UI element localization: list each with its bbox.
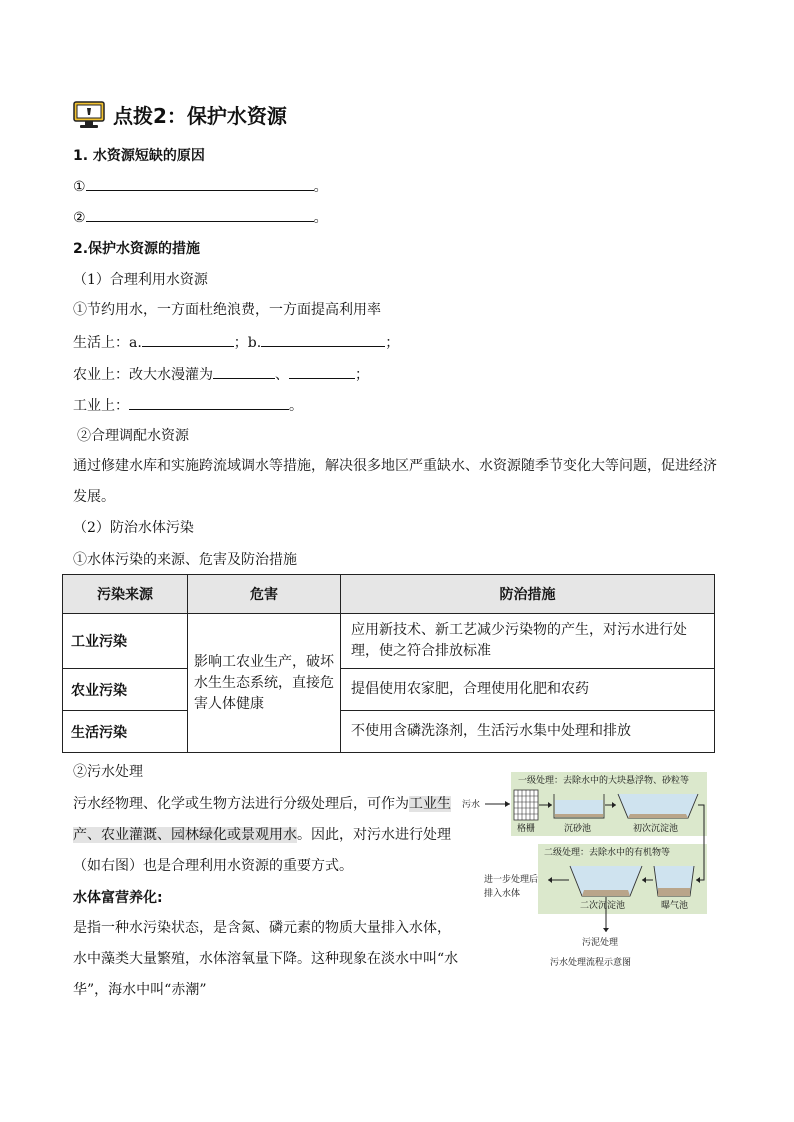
table-row <box>63 669 715 711</box>
primary-sedimentation-icon <box>618 794 698 818</box>
reason-2: ② 。 <box>73 207 328 228</box>
measure-cell: 应用新技术、新工艺减少污染物的产生，对污水进行处理，使之符合排放标准 <box>341 614 715 669</box>
secondary-sedimentation-icon <box>570 866 642 896</box>
source-cell: 工业污染 <box>63 614 188 669</box>
header-harm: 危害 <box>188 575 341 614</box>
table-row <box>63 614 715 669</box>
grille-label: 格栅 <box>517 824 536 834</box>
primary-label: 一级处理：去除水中的大块悬浮物、砂粒等 <box>518 776 690 786</box>
measure-cell: 不使用含磷洗涤剂，生活污水集中处理和排放 <box>341 711 715 753</box>
sewage-line-3: （如右图）也是合理利用水资源的重要方式。 <box>73 858 353 874</box>
source-cell: 生活污染 <box>63 711 188 753</box>
allocate-water-text-2: 发展。 <box>73 489 115 505</box>
eutrophication-title: 水体富营养化: <box>73 890 163 906</box>
reason-1: ① 。 <box>73 176 328 197</box>
secondary-sedimentation-label: 二次沉淀池 <box>580 901 626 911</box>
eutrophication-line-3: 华”，海水中叫“赤潮” <box>73 982 207 998</box>
aeration-tank-label: 曝气池 <box>661 901 689 911</box>
eutrophication-line-2: 水中藻类大量繁殖，水体溶氧量下降。这种现象在淡水中叫“水 <box>73 951 459 967</box>
header-measures: 防治措施 <box>341 575 715 614</box>
secondary-label: 二级处理：去除水中的有机物等 <box>544 848 671 858</box>
harm-cell: 影响工农业生产，破坏水生生态系统，直接危害人体健康 <box>188 614 341 753</box>
sewage-line-1: 污水经物理、化学或生物方法进行分级处理后，可作为工业生 <box>73 796 451 812</box>
header-source: 污染来源 <box>63 575 188 614</box>
grille-icon <box>514 790 538 820</box>
life-line: 生活上：a. ；b. ； <box>73 332 399 353</box>
subsection-2: （2）防治水体污染 <box>73 520 194 536</box>
further-treatment-label-2: 排入水体 <box>484 889 521 899</box>
section-1-title: 1. 水资源短缺的原因 <box>73 148 205 164</box>
computer-monitor-icon <box>73 101 105 129</box>
pollution-table <box>62 574 715 753</box>
sewage-line-2: 产、农业灌溉、园林绿化或景观用水。因此，对污水进行处理 <box>73 827 451 843</box>
allocate-water-title: ②合理调配水资源 <box>77 428 189 444</box>
save-water-text: ①节约用水，一方面杜绝浪费，一方面提高利用率 <box>73 302 381 318</box>
industry-line: 工业上： 。 <box>73 395 303 416</box>
agri-line: 农业上：改大水漫灌为 、 ； <box>73 364 369 385</box>
diagram-caption: 污水处理流程示意图 <box>550 958 632 968</box>
measure-cell: 提倡使用农家肥，合理使用化肥和农药 <box>341 669 715 711</box>
pollution-table-caption: ①水体污染的来源、危害及防治措施 <box>73 552 297 568</box>
sewage-title: ②污水处理 <box>73 764 143 780</box>
sewage-in-label: 污水 <box>462 800 481 810</box>
further-treatment-label-1: 进一步处理后 <box>484 875 539 885</box>
eutrophication-line-1: 是指一种水污染状态，是含氮、磷元素的物质大量排入水体， <box>73 920 451 936</box>
allocate-water-text-1: 通过修建水库和实施跨流域调水等措施，解决很多地区严重缺水、水资源随季节变化大等问题，促进经济 <box>73 458 717 474</box>
sludge-label: 污泥处理 <box>582 938 619 948</box>
source-cell: 农业污染 <box>63 669 188 711</box>
page-title: 点拨2：保护水资源 <box>113 104 287 128</box>
sewage-treatment-diagram <box>458 770 716 980</box>
table-row <box>63 711 715 753</box>
subsection-1: （1）合理利用水资源 <box>73 272 208 288</box>
primary-sedimentation-label: 初次沉淀池 <box>633 824 679 834</box>
section-2-title: 2.保护水资源的措施 <box>73 241 201 257</box>
grit-chamber-label: 沉砂池 <box>564 824 592 834</box>
aeration-tank-icon <box>654 866 694 896</box>
